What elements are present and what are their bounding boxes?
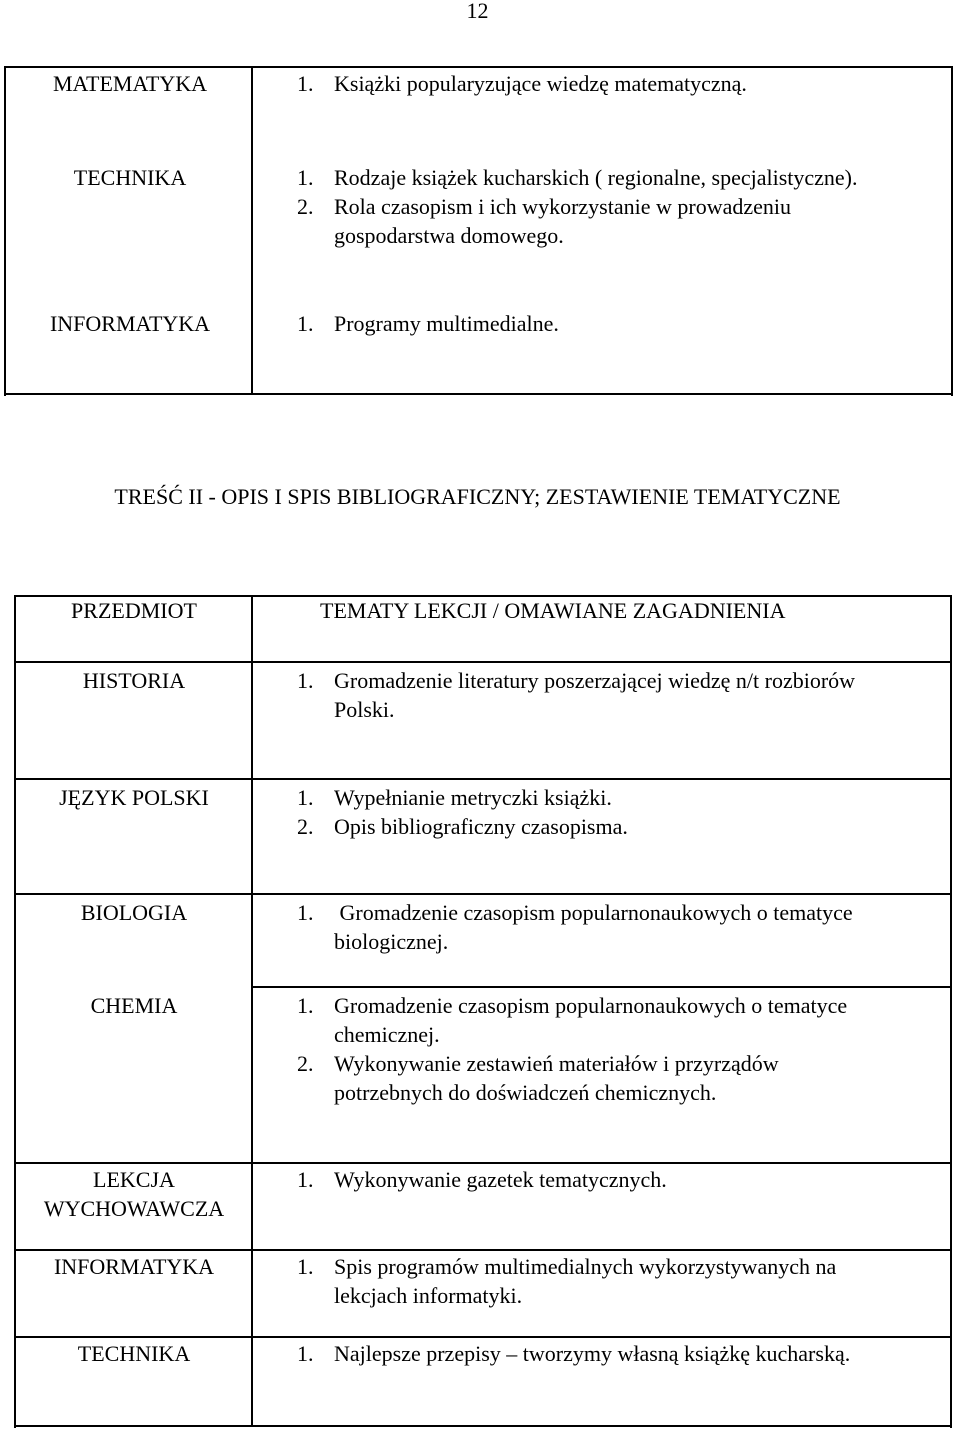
row-separator [14, 1336, 952, 1338]
item-text: Wykonywanie gazetek tematycznych. [334, 1167, 667, 1192]
item-text: potrzebnych do doświadczeń chemicznych. [334, 1080, 717, 1105]
item-number: 1. [297, 785, 314, 810]
row-separator [14, 1162, 952, 1164]
column-header-topics: TEMATY LEKCJI / OMAWIANE ZAGADNIENIA [320, 598, 786, 623]
item-number: 1. [297, 1167, 314, 1192]
section-heading: TREŚĆ II - OPIS I SPIS BIBLIOGRAFICZNY; ZESTAWIENIE TEMATYCZNE [114, 484, 841, 509]
item-text: Wypełnianie metryczki książki. [334, 785, 612, 810]
subject-cell: TECHNIKA [73, 165, 187, 190]
page-number: 12 [466, 0, 489, 23]
subject-cell: LEKCJA [93, 1167, 175, 1192]
item-text: Wykonywanie zestawień materiałów i przyrządów [334, 1051, 779, 1076]
item-number: 2. [297, 194, 314, 219]
item-text: gospodarstwa domowego. [334, 223, 564, 248]
item-text: Opis bibliograficzny czasopisma. [334, 814, 628, 839]
subject-cell: HISTORIA [82, 668, 186, 693]
subject-cell: MATEMATYKA [53, 71, 207, 96]
item-text: Najlepsze przepisy – tworzymy własną książkę kucharską. [334, 1341, 851, 1366]
column-header-subject: PRZEDMIOT [71, 598, 197, 623]
item-number: 2. [297, 1051, 314, 1076]
subject-cell: JĘZYK POLSKI [59, 785, 209, 810]
item-number: 1. [297, 668, 314, 693]
item-number: 1. [297, 900, 314, 925]
item-text: Gromadzenie czasopism popularnonaukowych o tematyce [334, 900, 853, 925]
row-separator [14, 1249, 952, 1251]
item-number: 1. [297, 1254, 314, 1279]
table1-bottom-border [4, 393, 953, 395]
item-text: Polski. [334, 697, 395, 722]
subject-cell: INFORMATYKA [53, 1254, 215, 1279]
table1-column-divider [251, 66, 253, 395]
row-separator [14, 893, 952, 895]
item-text: Gromadzenie literatury poszerzającej wiedzę n/t rozbiorów [334, 668, 856, 693]
table2-bottom-border [14, 1425, 952, 1427]
row-separator [14, 661, 952, 663]
subject-cell: INFORMATYKA [49, 311, 211, 336]
row-separator [251, 986, 952, 988]
item-text: Programy multimedialne. [334, 311, 559, 336]
subject-cell: CHEMIA [90, 993, 178, 1018]
subject-cell: BIOLOGIA [80, 900, 188, 925]
item-text: Książki popularyzujące wiedzę matematyczną. [334, 71, 747, 96]
item-number: 2. [297, 814, 314, 839]
item-number: 1. [297, 993, 314, 1018]
row-separator [14, 778, 952, 780]
item-text: biologicznej. [334, 929, 449, 954]
item-text: chemicznej. [334, 1022, 440, 1047]
item-text: Spis programów multimedialnych wykorzystywanych na [334, 1254, 837, 1279]
subject-cell: WYCHOWAWCZA [43, 1196, 225, 1221]
item-text: Gromadzenie czasopism popularnonaukowych o tematyce [334, 993, 848, 1018]
item-number: 1. [297, 311, 314, 336]
item-text: Rola czasopism i ich wykorzystanie w prowadzeniu [334, 194, 791, 219]
item-number: 1. [297, 1341, 314, 1366]
item-number: 1. [297, 71, 314, 96]
item-text: lekcjach informatyki. [334, 1283, 523, 1308]
subject-cell: TECHNIKA [77, 1341, 191, 1366]
table1-top-border [4, 66, 953, 68]
item-text: Rodzaje książek kucharskich ( regionalne, specjalistyczne). [334, 165, 858, 190]
item-number: 1. [297, 165, 314, 190]
